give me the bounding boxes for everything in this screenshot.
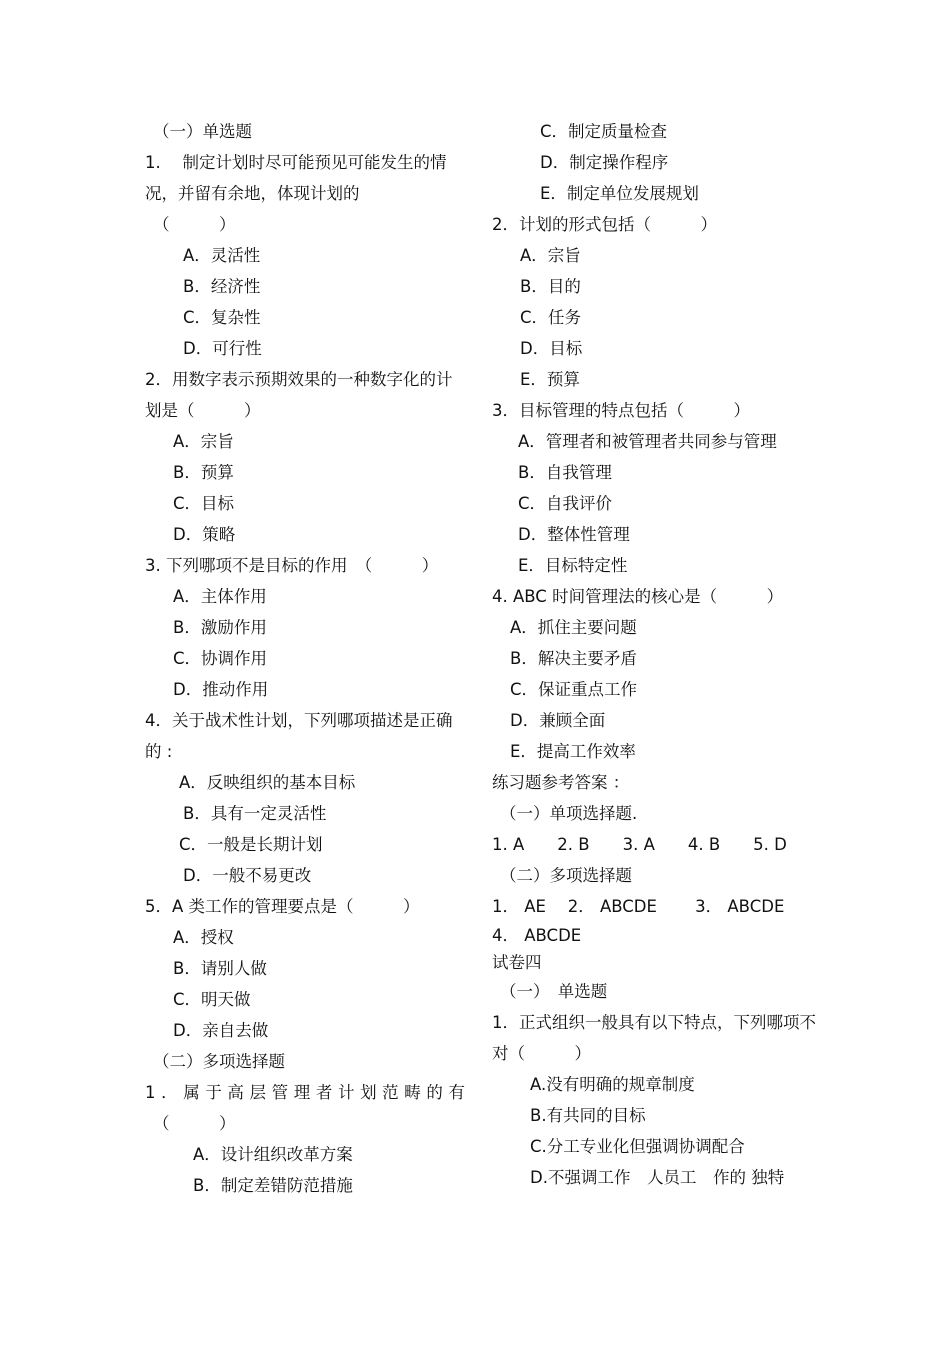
left-line-21: C．一般是长期计划 <box>179 835 323 854</box>
right-line-3: E．制定单位发展规划 <box>540 184 699 203</box>
left-line-29: 1．属于高层管理者计划范畴的有 <box>145 1083 465 1102</box>
right-line-31: A.没有明确的规章制度 <box>530 1075 695 1094</box>
left-line-24: A．授权 <box>173 928 234 947</box>
left-line-15: B．激励作用 <box>173 618 267 637</box>
left-line-3: （ ） <box>153 215 236 234</box>
right-line-11: A．管理者和被管理者共同参与管理 <box>518 432 777 451</box>
left-line-28: （二）多项选择题 <box>153 1052 285 1071</box>
right-line-32: B.有共同的目标 <box>530 1106 646 1125</box>
right-line-22: 练习题参考答案 ： <box>492 773 630 792</box>
left-line-2: 1. 制定计划时尽可能预见可能发生的情况，并留有余地，体现计划的 <box>145 153 447 203</box>
left-line-13: 3. 下列哪项不是目标的作用 （ ） <box>145 556 439 575</box>
left-line-10: B．预算 <box>173 463 234 482</box>
left-line-32: B．制定差错防范措施 <box>193 1176 353 1195</box>
left-line-25: B．请别人做 <box>173 959 267 978</box>
left-line-27: D．亲自去做 <box>173 1021 269 1040</box>
left-line-22: D．一般不易更改 <box>183 866 312 885</box>
left-line-4: A．灵活性 <box>183 246 261 265</box>
right-line-7: C．任务 <box>520 308 582 327</box>
left-line-16: C．协调作用 <box>173 649 268 668</box>
left-line-31: A．设计组织改革方案 <box>193 1145 353 1164</box>
left-line-9: A．宗旨 <box>173 432 234 451</box>
right-line-30: 1．正式组织一般具有以下特点，下列哪项不对（ ） <box>492 1013 816 1063</box>
right-line-14: D．整体性管理 <box>518 525 630 544</box>
right-line-4: 2．计划的形式包括（ ） <box>492 215 717 234</box>
left-line-20: B．具有一定灵活性 <box>183 804 327 823</box>
left-line-23: 5．A 类工作的管理要点是（ ） <box>145 897 420 916</box>
right-line-9: E．预算 <box>520 370 580 389</box>
left-line-19: A．反映组织的基本目标 <box>179 773 356 792</box>
right-line-34: D.不强调工作 人员工 作的 独特 <box>530 1168 785 1187</box>
right-line-28: 试卷四 <box>492 953 542 972</box>
left-line-6: C．复杂性 <box>183 308 261 327</box>
right-line-19: C．保证重点工作 <box>510 680 638 699</box>
right-line-17: A．抓住主要问题 <box>510 618 637 637</box>
right-line-10: 3．目标管理的特点包括（ ） <box>492 401 750 420</box>
right-column <box>492 116 822 1193</box>
right-line-25: （二）多项选择题 <box>500 866 632 885</box>
right-line-27: 4． ABCDE <box>492 926 582 945</box>
right-line-24: 1. A 2. B 3. A 4. B 5. D <box>492 835 787 854</box>
right-line-5: A．宗旨 <box>520 246 581 265</box>
left-line-5: B．经济性 <box>183 277 261 296</box>
left-line-7: D．可行性 <box>183 339 262 358</box>
right-line-26: 1． AE 2． ABCDE 3． ABCDE <box>492 897 785 916</box>
left-line-30: （ ） <box>153 1114 236 1133</box>
right-line-33: C.分工专业化但强调协调配合 <box>530 1137 745 1156</box>
right-line-12: B．自我管理 <box>518 463 612 482</box>
left-line-26: C．明天做 <box>173 990 251 1009</box>
right-line-6: B．目的 <box>520 277 581 296</box>
left-line-8: 2．用数字表示预期效果的一种数字化的计划是（ ） <box>145 370 453 420</box>
right-line-13: C．自我评价 <box>518 494 613 513</box>
left-column <box>145 116 465 1201</box>
left-line-14: A．主体作用 <box>173 587 267 606</box>
right-line-21: E．提高工作效率 <box>510 742 636 761</box>
right-line-2: D．制定操作程序 <box>540 153 669 172</box>
right-line-15: E．目标特定性 <box>518 556 628 575</box>
left-line-11: C．目标 <box>173 494 235 513</box>
right-line-1: C．制定质量检查 <box>540 122 668 141</box>
left-line-1: （一）单选题 <box>153 122 252 141</box>
left-line-12: D．策略 <box>173 525 236 544</box>
right-line-16: 4. ABC 时间管理法的核心是（ ） <box>492 587 784 606</box>
right-line-20: D．兼顾全面 <box>510 711 606 730</box>
right-line-23: （一）单项选择题. <box>500 804 638 823</box>
right-line-18: B．解决主要矛盾 <box>510 649 637 668</box>
right-line-8: D．目标 <box>520 339 583 358</box>
left-line-17: D．推动作用 <box>173 680 269 699</box>
left-line-18: 4．关于战术性计划，下列哪项描述是正确的 : <box>145 711 453 761</box>
right-line-29: （一） 单选题 <box>500 982 608 1001</box>
